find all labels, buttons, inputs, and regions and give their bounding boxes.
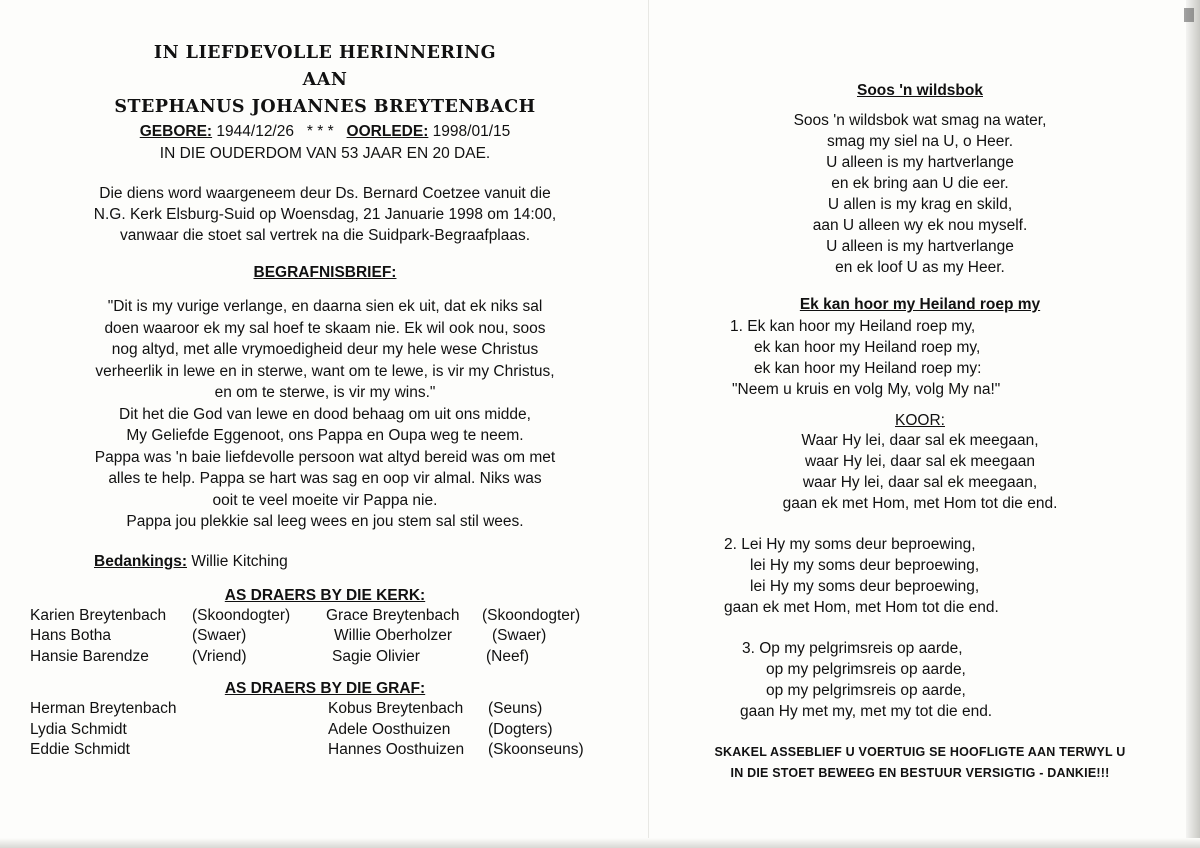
funeral-letter xyxy=(30,296,620,533)
table-row xyxy=(30,741,584,762)
lyric-line: 3. Op my pelgrimsreis op aarde, xyxy=(742,640,963,657)
born-date: 1944/12/26 xyxy=(216,123,294,140)
left-column xyxy=(30,40,620,762)
church-bearers-heading: AS DRAERS BY DIE KERK: xyxy=(224,586,426,604)
lyric-line: waar Hy lei, daar sal ek meegaan, xyxy=(802,474,1038,491)
bearer-relation: (Dogters) xyxy=(488,720,553,738)
bearer-relation: (Skoondogter) xyxy=(482,606,581,624)
lyric-line: gaan ek met Hom, met Hom tot die end. xyxy=(782,495,1058,512)
letter-line: Pappa jou plekkie sal leeg wees en jou stem sal stil wees. xyxy=(126,513,524,530)
song1-title: Soos 'n wildsbok xyxy=(857,82,983,99)
table-row xyxy=(30,648,580,669)
bearer-name: Sagie Olivier xyxy=(332,647,420,665)
bearer-relation: (Swaer) xyxy=(492,627,547,644)
letter-line: Dit het die God van lewe en dood behaag om uit ons midde, xyxy=(119,405,531,423)
lyric-line: aan U alleen wy ek nou myself. xyxy=(812,217,1028,234)
service-line: Die diens word waargeneem deur Ds. Bernard Coetzee vanuit die xyxy=(99,185,551,202)
song1-lyrics xyxy=(660,110,1180,278)
page-edge-right xyxy=(1186,0,1200,848)
lyric-line: en ek loof U as my Heer. xyxy=(835,259,1005,276)
lyric-line: op my pelgrimsreis op aarde, xyxy=(766,661,966,678)
bearer-name: Adele Oosthuizen xyxy=(328,720,451,738)
chorus-label: KOOR: xyxy=(895,412,945,429)
bearer-name: Willie Oberholzer xyxy=(334,627,453,644)
lyric-line: lei Hy my soms deur beproewing, xyxy=(750,578,980,595)
bearer-relation: (Skoonseuns) xyxy=(488,741,584,758)
bearer-name: Kobus Breytenbach xyxy=(328,700,464,717)
song2-verse-1 xyxy=(660,316,1180,400)
bearer-relation: (Neef) xyxy=(486,647,530,665)
thanks-label: Bedankings: xyxy=(94,552,188,570)
table-row xyxy=(30,607,580,628)
letter-heading: BEGRAFNISBRIEF: xyxy=(253,264,397,281)
lyric-line: en ek bring aan U die eer. xyxy=(831,175,1009,192)
bearer-name: Hansie Barendze xyxy=(30,647,149,665)
letter-line: doen waaroor ek my sal hoef te skaam nie. Ek wil ook nou, soos xyxy=(104,319,546,337)
notice-line: IN DIE STOET BEWEEG EN BESTUUR VERSIGTIG - DANKIE!!! xyxy=(730,766,1110,780)
bearer-name: Karien Breytenbach xyxy=(30,606,167,624)
letter-line: alles te help. Pappa se hart was sag en oop vir almal. Niks was xyxy=(108,470,542,487)
song2-verse-2 xyxy=(660,534,1180,618)
headlights-notice xyxy=(620,742,1200,784)
lyric-line: 2. Lei Hy my soms deur beproewing, xyxy=(724,536,976,553)
lyric-line: gaan ek met Hom, met Hom tot die end. xyxy=(724,599,999,616)
letter-line: verheerlik in lewe en in sterwe, want om te lewe, is vir my Christus, xyxy=(95,362,555,380)
page-edge-bottom xyxy=(0,838,1200,848)
bearer-name: Lydia Schmidt xyxy=(30,720,127,738)
born-label: GEBORE: xyxy=(139,123,213,140)
right-column xyxy=(660,82,1180,784)
grave-bearers-heading: AS DRAERS BY DIE GRAF: xyxy=(224,680,426,697)
lyric-line: "Neem u kruis en volg My, volg My na!" xyxy=(732,381,1001,398)
thanks-name: Willie Kitching xyxy=(191,552,288,570)
notice-line: SKAKEL ASSEBLIEF U VOERTUIG SE HOOFLIGTE AAN TERWYL U xyxy=(714,745,1126,759)
lyric-line: Waar Hy lei, daar sal ek meegaan, xyxy=(801,432,1039,449)
letter-line: nog altyd, met alle vrymoedigheid deur my hele wese Christus xyxy=(111,341,539,358)
bearer-name: Hannes Oosthuizen xyxy=(328,741,465,758)
letter-line: Pappa was 'n baie liefdevolle persoon wat altyd bereid was om met xyxy=(94,448,556,466)
bearer-name: Hans Botha xyxy=(30,627,111,644)
died-date: 1998/01/15 xyxy=(432,123,511,140)
lyric-line: smag my siel na U, o Heer. xyxy=(826,133,1014,150)
lyric-line: Soos 'n wildsbok wat smag na water, xyxy=(793,112,1047,129)
service-line: vanwaar die stoet sal vertrek na die Suidpark-Begraafplaas. xyxy=(119,227,531,244)
grave-bearers-table xyxy=(30,700,584,762)
bearer-name: Eddie Schmidt xyxy=(30,741,130,758)
bearer-name: Grace Breytenbach xyxy=(326,606,460,624)
lyric-line: op my pelgrimsreis op aarde, xyxy=(766,682,966,699)
lyric-line: U allen is my krag en skild, xyxy=(827,196,1013,213)
lyric-line: 1. Ek kan hoor my Heiland roep my, xyxy=(730,318,976,335)
lyric-line: ek kan hoor my Heiland roep my, xyxy=(754,339,981,356)
thanks-line xyxy=(30,553,620,571)
bearer-relation: (Skoondogter) xyxy=(192,606,291,624)
bearer-relation: (Vriend) xyxy=(192,647,247,665)
lyric-line: ek kan hoor my Heiland roep my: xyxy=(754,360,982,377)
lyric-line: U alleen is my hartverlange xyxy=(826,238,1014,255)
table-row xyxy=(30,700,584,721)
memorial-heading: IN LIEFDEVOLLE HERINNERING xyxy=(153,43,497,63)
church-bearers-table xyxy=(30,607,580,669)
bearer-relation: (Seuns) xyxy=(488,700,543,717)
bearer-name: Herman Breytenbach xyxy=(30,700,177,717)
table-row xyxy=(30,627,580,648)
fold-line xyxy=(648,0,649,848)
letter-line: My Geliefde Eggenoot, ons Pappa en Oupa weg te neem. xyxy=(126,427,524,444)
lyric-line: lei Hy my soms deur beproewing, xyxy=(750,557,980,574)
table-row xyxy=(30,721,584,742)
date-separator: * * * xyxy=(306,123,334,140)
song2-chorus xyxy=(660,430,1180,514)
letter-line: ooit te veel moeite vir Pappa nie. xyxy=(212,491,438,509)
song2-title: Ek kan hoor my Heiland roep my xyxy=(799,296,1041,313)
age-line: IN DIE OUDERDOM VAN 53 JAAR EN 20 DAE. xyxy=(159,145,491,162)
deceased-name: STEPHANUS JOHANNES BREYTENBACH xyxy=(114,97,536,117)
memorial-heading-aan: AAN xyxy=(302,70,348,90)
died-label: OORLEDE: xyxy=(346,123,429,140)
staple-mark xyxy=(1184,8,1194,22)
service-paragraph xyxy=(30,183,620,246)
lyric-line: waar Hy lei, daar sal ek meegaan xyxy=(804,453,1036,470)
service-line: N.G. Kerk Elsburg-Suid op Woensdag, 21 Januarie 1998 om 14:00, xyxy=(93,206,557,223)
letter-line: "Dit is my vurige verlange, en daarna sien ek uit, dat ek niks sal xyxy=(107,298,543,315)
lyric-line: gaan Hy met my, met my tot die end. xyxy=(740,703,993,720)
bearer-relation: (Swaer) xyxy=(192,627,247,644)
dates-line xyxy=(30,121,620,143)
lyric-line: U alleen is my hartverlange xyxy=(826,154,1014,171)
song2-verse-3 xyxy=(660,638,1180,722)
letter-line: en om te sterwe, is vir my wins." xyxy=(214,384,436,401)
